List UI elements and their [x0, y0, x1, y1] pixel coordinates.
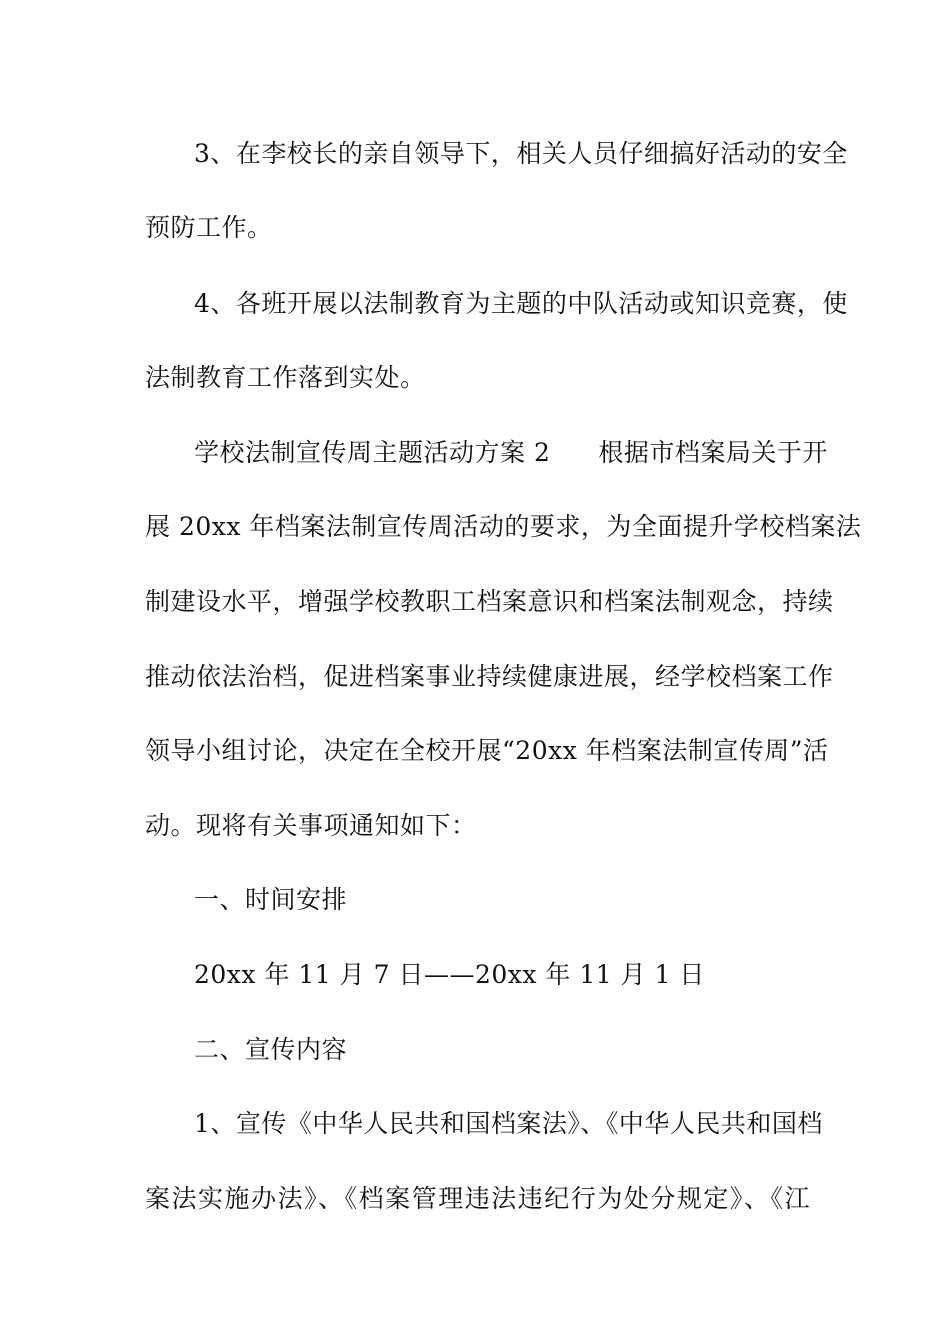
paragraph-line	[194, 436, 828, 470]
paragraph-line: 制建设水平，增强学校教职工档案意识和档案法制观念，持续	[145, 587, 834, 616]
section-title: 学校法制宣传周主题活动方案 2	[194, 438, 551, 467]
date-range: 20xx 年 11 月 7 日——20xx 年 11 月 1 日	[194, 960, 705, 989]
paragraph-line: 推动依法治档，促进档案事业持续健康进展，经学校档案工作	[145, 662, 834, 691]
paragraph-line: 1、宣传《中华人民共和国档案法》、《中华人民共和国档	[194, 1109, 823, 1138]
paragraph-line: 领导小组讨论，决定在全校开展“20xx 年档案法制宣传周”活	[145, 736, 829, 765]
paragraph-text: 根据市档案局关于开	[598, 438, 828, 467]
paragraph-line: 预防工作。	[145, 213, 273, 242]
paragraph-line: 4、各班开展以法制教育为主题的中队活动或知识竞赛，使	[194, 289, 848, 318]
paragraph-line: 展 20xx 年档案法制宣传周活动的要求，为全面提升学校档案法	[145, 512, 862, 541]
paragraph-line: 法制教育工作落到实处。	[145, 363, 426, 392]
heading: 一、时间安排	[194, 885, 348, 914]
heading: 二、宣传内容	[194, 1035, 348, 1064]
paragraph-line: 3、在李校长的亲自领导下，相关人员仔细搞好活动的安全	[194, 139, 848, 168]
paragraph-line: 动。现将有关事项通知如下：	[145, 811, 477, 840]
paragraph-line: 案法实施办法》、《档案管理违法违纪行为处分规定》、《江	[145, 1184, 810, 1213]
